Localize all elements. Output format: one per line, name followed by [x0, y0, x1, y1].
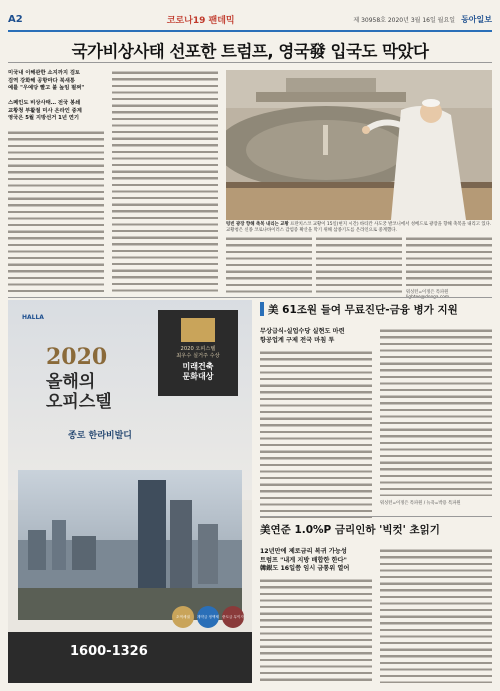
article-2-subhead: 12년만에 제로금리 복귀 가능성 트럼프 "내게 지방 배합한 한다" 韓銀도 16일쯤 임시 금통위 열어 [260, 548, 350, 572]
page-header [8, 8, 492, 32]
photo-image [226, 70, 492, 220]
article-body-col5 [406, 236, 492, 288]
divider [8, 62, 492, 63]
article-body-col4 [316, 236, 402, 294]
photo-caption [226, 222, 492, 234]
ad-year: 2020 [46, 344, 108, 370]
ad-badge: 중도금 무이자 [222, 606, 244, 628]
ad-city-image [18, 470, 242, 620]
vatican-square-photo [226, 70, 492, 220]
ad-phone: 1600-1326 [70, 644, 148, 659]
caption-text: 프란치스코 교황이 15일(현지 시간) 바티칸 사도궁 발코니에서 성베드로 광장을 향해 축복을 내리고 있다. 교황청은 신종 코로나바이러스 감염증 확산을 막기 위해 삼종기도를 온라인으로 중계했다. [226, 222, 492, 233]
award-text: 2020 오피스텔 최우수 실거주 수상 [176, 346, 220, 359]
ad-award-panel [158, 310, 238, 396]
newspaper-logo: 동아일보 [461, 14, 492, 24]
article-2-body-col1 [260, 578, 372, 683]
ad-product-name: 종로 한라비발디 [68, 431, 132, 441]
ad-footer [8, 632, 252, 683]
issue-date: 제 30958호 2020년 3월 16일 월요일 [353, 16, 456, 24]
article-1-title: 美 61조원 들여 무료진단-금융 병가 지원 [268, 304, 458, 316]
article-2-title: 美연준 1.0%P 금리인하 '빅컷' 초읽기 [260, 524, 440, 536]
page-number: A2 [8, 13, 23, 25]
article-1-body-col2 [380, 328, 492, 496]
ad-badges [172, 606, 244, 628]
byline-2: 워싱턴=이정은 특파원 / 뉴욕=박용 특파원 [380, 501, 461, 506]
divider [8, 297, 492, 298]
award-badge-icon [181, 318, 215, 342]
article-1-body-col1 [260, 350, 372, 518]
article-1-subhead: 무상급식-실업수당 실현도 마련 항공업계 구제 전국 마침 투 [260, 328, 345, 344]
article-body-col3 [226, 236, 312, 294]
award-tagline: 미래건축 문화대상 [182, 362, 214, 381]
byline-1: 워싱턴=이정은 특파원 [406, 290, 449, 295]
divider [260, 516, 492, 517]
ad-badge: 계약금 정액제 [197, 606, 219, 628]
article-2-body-col2 [380, 548, 492, 683]
ad-main-title: 올해의 오피스텔 [46, 372, 112, 412]
page-headline: 국가비상사태 선포한 트럼프, 영국發 입국도 막았다 [71, 42, 429, 61]
article-body-col2 [112, 70, 218, 295]
article-body-col1 [8, 130, 104, 295]
article-lead-2: 스페인도 비상사태… 전국 봉쇄 교황청 부활절 미사 온라인 중계 영국은 5월 지방선거 1년 연기 [8, 100, 82, 122]
section-title: 코로나19 팬데믹 [166, 15, 235, 26]
ad-brand-logo: HALLA [22, 314, 44, 321]
caption-title: 텅빈 광장 향해 축복 내리는 교황 [226, 222, 289, 227]
advertisement [8, 300, 252, 683]
article-lead: 미국내 이해관한 소지까지 검토 검역 강화해 공항마다 북새통 예를 "우예당 빨고 붙 높임 펄쩌" [8, 70, 85, 92]
city-skyline-image [18, 470, 242, 620]
headline-marker [260, 302, 264, 316]
ad-badge: 초역세권 [172, 606, 194, 628]
